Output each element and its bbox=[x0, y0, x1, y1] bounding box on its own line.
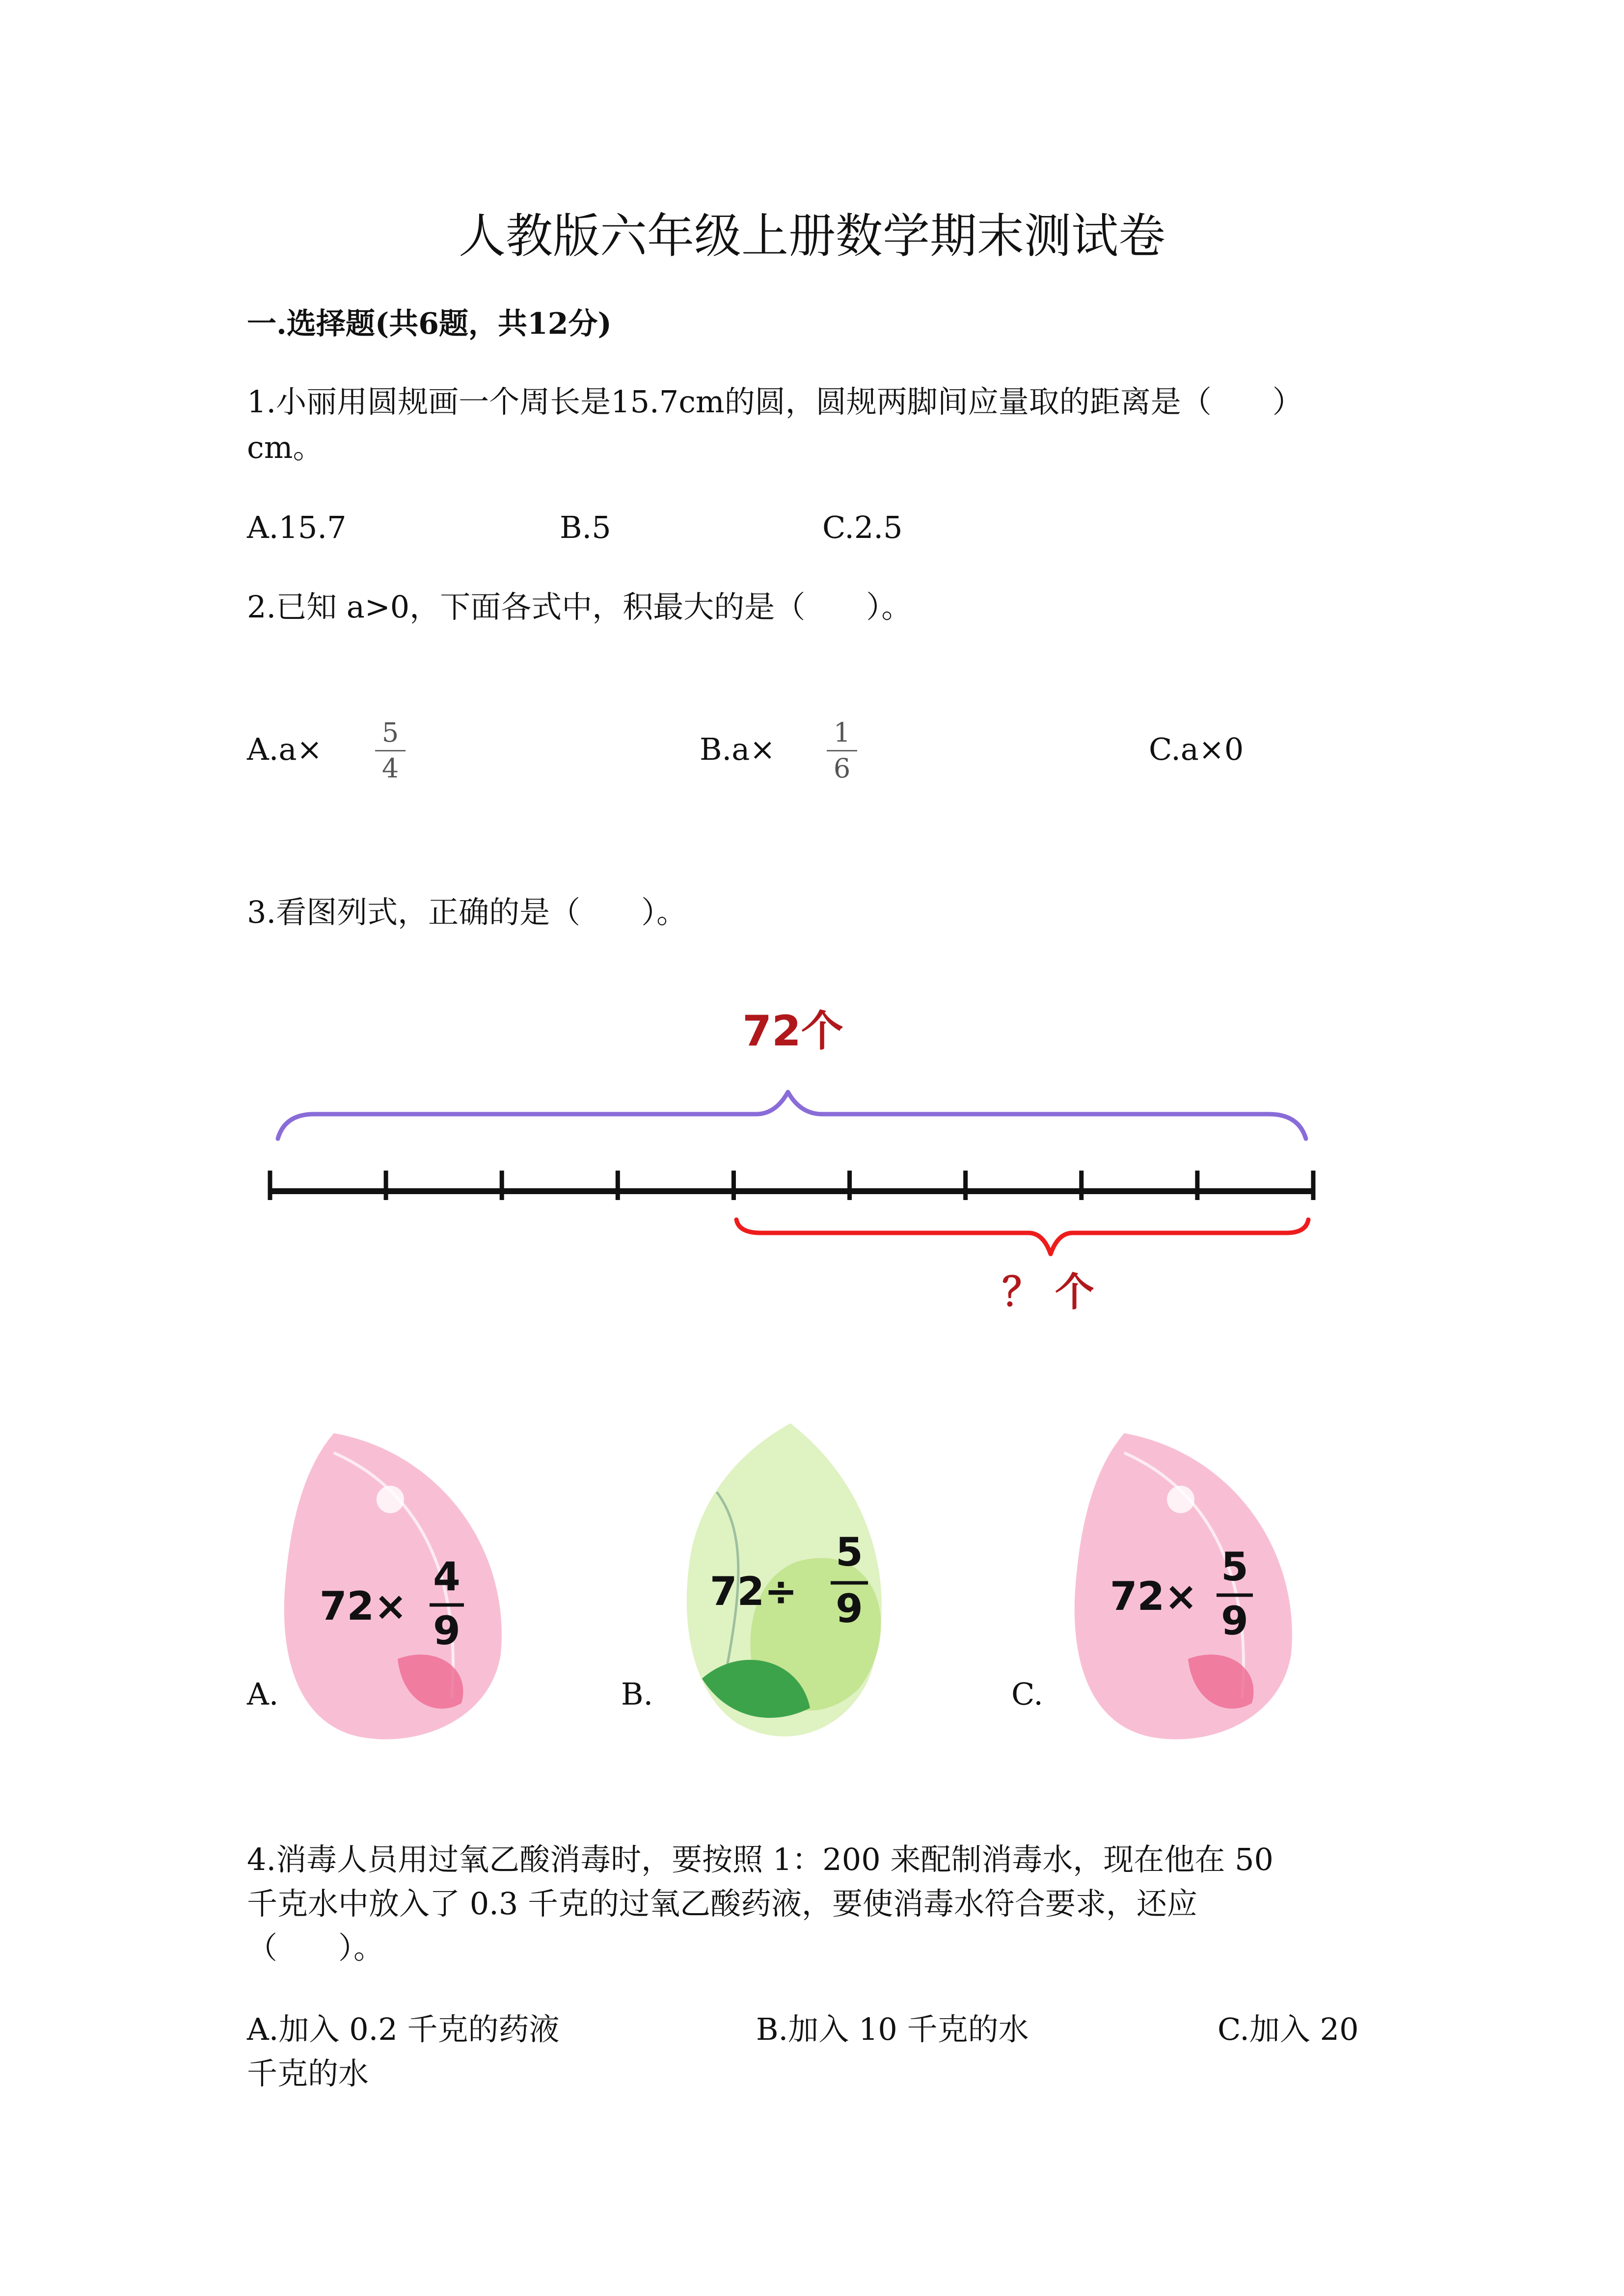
fraction-denominator: 6 bbox=[833, 753, 851, 784]
fraction-bar bbox=[827, 750, 857, 751]
section-heading: 一.选择题(共6题，共12分) bbox=[247, 307, 612, 341]
q4-line2: 千克水中放入了 0.3 千克的过氧乙酸药液，要使消毒水符合要求，还应 bbox=[247, 1886, 1198, 1922]
expr-a-left: 72× bbox=[319, 1583, 407, 1629]
q4-option-c-wrap: 千克的水 bbox=[247, 2056, 369, 2091]
q1-option-b[interactable]: B.5 bbox=[560, 509, 611, 545]
q4-line3: （ ）。 bbox=[247, 1930, 384, 1966]
leaf-option-a[interactable] bbox=[275, 1423, 520, 1757]
expr-a-numerator: 4 bbox=[433, 1554, 460, 1600]
q2-fraction-b bbox=[825, 718, 859, 784]
q3-option-c[interactable]: C. bbox=[1011, 1676, 1043, 1712]
q2-option-b[interactable]: B.a× bbox=[700, 731, 776, 767]
expr-b-denominator: 9 bbox=[836, 1586, 863, 1631]
total-label: 72个 bbox=[742, 1007, 843, 1056]
q1-line2: cm。 bbox=[247, 429, 324, 465]
fraction-numerator: 1 bbox=[833, 717, 851, 748]
q4-line1: 4.消毒人员用过氧乙酸消毒时，要按照 1：200 来配制消毒水，现在他在 50 bbox=[247, 1842, 1273, 1877]
q3-option-a[interactable]: A. bbox=[247, 1676, 279, 1712]
q1-option-a[interactable]: A.15.7 bbox=[247, 509, 347, 545]
expr-b-numerator: 5 bbox=[836, 1529, 863, 1575]
q1-option-c[interactable]: C.2.5 bbox=[822, 509, 903, 545]
part-brace bbox=[736, 1220, 1308, 1254]
expr-c-denominator: 9 bbox=[1221, 1598, 1248, 1644]
fraction-bar bbox=[375, 750, 406, 751]
total-brace bbox=[278, 1092, 1306, 1139]
q4-option-c[interactable]: C.加入 20 bbox=[1218, 2011, 1359, 2047]
q2-option-c[interactable]: C.a×0 bbox=[1149, 731, 1244, 767]
fraction-numerator: 5 bbox=[381, 717, 399, 748]
expr-a-denominator: 9 bbox=[433, 1608, 460, 1654]
q3-option-b[interactable]: B. bbox=[621, 1676, 653, 1712]
expr-c-numerator: 5 bbox=[1221, 1544, 1248, 1590]
segment-diagram bbox=[245, 991, 1350, 1325]
q2-fraction-a bbox=[373, 718, 407, 784]
q2-option-a[interactable]: A.a× bbox=[247, 731, 323, 767]
q2-line1: 2.已知 a>0，下面各式中，积最大的是（ ）。 bbox=[247, 589, 912, 625]
flower-decoration-icon bbox=[1167, 1486, 1194, 1513]
expr-c-left: 72× bbox=[1110, 1574, 1198, 1619]
q1-line1: 1.小丽用圆规画一个周长是15.7cm的圆，圆规两脚间应量取的距离是（ ） bbox=[247, 384, 1303, 420]
page-title: 人教版六年级上册数学期末测试卷 bbox=[459, 209, 1165, 264]
leaf-option-c[interactable] bbox=[1065, 1423, 1311, 1757]
q3-line1: 3.看图列式，正确的是（ ）。 bbox=[247, 894, 687, 930]
q4-option-a[interactable]: A.加入 0.2 千克的药液 bbox=[247, 2011, 560, 2047]
segment-ruler bbox=[270, 1171, 1313, 1200]
flower-decoration-icon bbox=[377, 1486, 404, 1513]
q4-option-b[interactable]: B.加入 10 千克的水 bbox=[756, 2011, 1029, 2047]
part-label: ？ 个 bbox=[1002, 1269, 1094, 1315]
expr-b-left: 72÷ bbox=[709, 1569, 798, 1614]
fraction-denominator: 4 bbox=[381, 753, 399, 784]
leaf-option-b[interactable] bbox=[673, 1414, 898, 1757]
